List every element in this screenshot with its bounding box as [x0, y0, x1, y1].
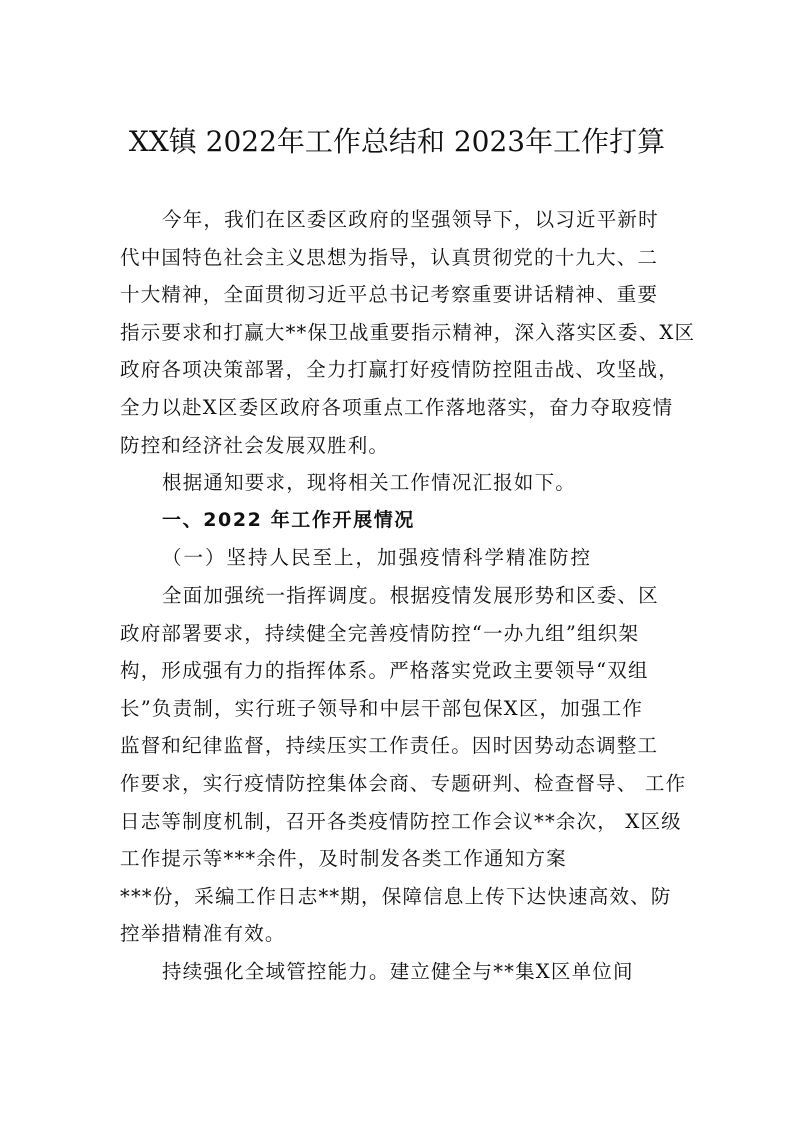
paragraph-line: 构，形成强有力的指挥体系。严格落实党政主要领导“双组: [120, 659, 649, 683]
paragraph-line: 政府各项决策部署，全力打赢打好疫情防控阻击战、攻坚战，: [120, 358, 679, 382]
document-title: XX镇 2022年工作总结和 2023年工作打算: [128, 125, 666, 158]
paragraph-line: 十大精神，全面贯彻习近平总书记考察重要讲话精神、重要: [120, 283, 659, 307]
section-heading: 一、2022 年工作开展情况: [162, 508, 415, 531]
paragraph-line: 根据通知要求，现将相关工作情况汇报如下。: [162, 471, 577, 495]
paragraph-line: ***份，采编工作日志**期，保障信息上传下达快速高效、防: [120, 884, 672, 908]
paragraph-line: 作要求，实行疫情防控集体会商、专题研判、检查督导、 工作: [120, 771, 687, 795]
paragraph-line: 防控和经济社会发展双胜利。: [120, 433, 390, 457]
paragraph-line: 日志等制度机制，召开各类疫情防控工作会议**余次， X区级: [120, 809, 682, 833]
paragraph-line: 控举措精准有效。: [120, 922, 286, 946]
paragraph-line: 政府部署要求，持续健全完善疫情防控“一办九组”组织架: [120, 621, 640, 645]
paragraph-line: 监督和纪律监督，持续压实工作责任。因时因势动态调整工: [120, 734, 659, 758]
paragraph-line: 全力以赴X区委区政府各项重点工作落地落实，奋力夺取疫情: [120, 395, 674, 419]
paragraph-line: 指示要求和打赢大**保卫战重要指示精神，深入落实区委、X区: [120, 320, 696, 344]
document-body: [120, 201, 696, 990]
paragraph-line: 代中国特色社会主义思想为指导，认真贯彻党的十九大、二: [120, 245, 659, 269]
paragraph-line: 长”负责制，实行班子领导和中层干部包保X区，加强工作: [120, 696, 644, 720]
paragraph-line: 持续强化全域管控能力。建立健全与**集X区单位间: [162, 959, 634, 983]
paragraph-line: 今年，我们在区委区政府的坚强领导下，以习近平新时: [162, 208, 659, 231]
paragraph-line: 工作提示等***余件，及时制发各类工作通知方案: [120, 847, 567, 871]
subsection-heading: （一）坚持人民至上，加强疫情科学精准防控: [162, 546, 593, 570]
paragraph-line: 全面加强统一指挥调度。根据疫情发展形势和区委、区: [162, 583, 659, 607]
